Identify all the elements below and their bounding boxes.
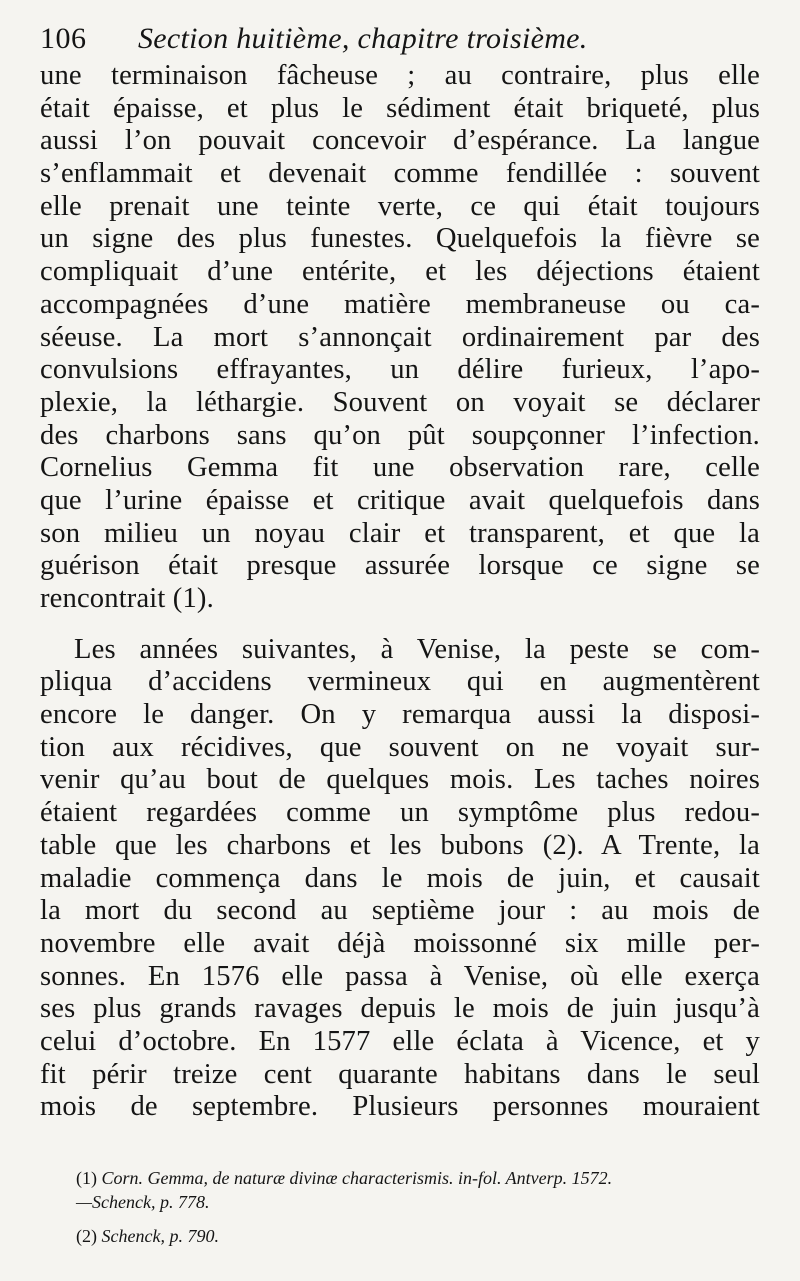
text-line: venir qu’au bout de quelques mois. Les taches noires	[40, 764, 760, 796]
text-line: convulsions effrayantes, un délire furieux, l’apo-	[40, 354, 760, 386]
text-line: sonnes. En 1576 elle passa à Venise, où elle exerça	[40, 960, 760, 992]
text-line: aussi l’on pouvait concevoir d’espérance. La langue	[40, 125, 760, 157]
text-line: novembre elle avait déjà moissonné six mille per-	[40, 927, 760, 959]
text-line: celui d’octobre. En 1577 elle éclata à Vicence, et y	[40, 1025, 760, 1057]
page-number: 106	[40, 22, 87, 55]
text-line: guérison était presque assurée lorsque ce signe se	[40, 550, 760, 582]
footnotes	[76, 1166, 766, 1248]
footnote-spacer	[76, 1214, 766, 1224]
text-line: table que les charbons et les bubons (2). A Trente, la	[40, 829, 760, 861]
text-line: encore le danger. On y remarqua aussi la disposi-	[40, 699, 760, 731]
text-line: mois de septembre. Plusieurs personnes mouraient	[40, 1091, 760, 1123]
text-line: s’enflammait et devenait comme fendillée : souvent	[40, 158, 760, 190]
text-line: compliquait d’une entérite, et les déjections étaient	[40, 256, 760, 288]
paragraph-spacer	[40, 616, 760, 634]
page-header	[40, 18, 760, 58]
running-head: Section huitième, chapitre troisième.	[138, 22, 588, 55]
text-line: une terminaison fâcheuse ; au contraire, plus elle	[40, 60, 760, 91]
footnote-marker: (1)	[76, 1168, 97, 1188]
text-line: Cornelius Gemma fit une observation rare, celle	[40, 452, 760, 484]
text-line: accompagnées d’une matière membraneuse ou ca-	[40, 288, 760, 320]
text-line: un signe des plus funestes. Quelquefois la fièvre se	[40, 223, 760, 255]
text-line: fit périr treize cent quarante habitans dans le seul	[40, 1058, 760, 1090]
footnote-text: Schenck, p. 790.	[101, 1226, 219, 1246]
text-line: des charbons sans qu’on pût soupçonner l’infection.	[40, 419, 760, 451]
text-line: ses plus grands ravages depuis le mois de juin jusqu’à	[40, 993, 760, 1025]
text-line: que l’urine épaisse et critique avait quelquefois dans	[40, 484, 760, 516]
text-line: rencontrait (1).	[40, 583, 214, 614]
text-line: son milieu un noyau clair et transparent, et que la	[40, 517, 760, 549]
text-line: Les années suivantes, à Venise, la peste se com-	[74, 633, 760, 665]
text-line: pliqua d’accidens vermineux qui en augmentèrent	[40, 666, 760, 698]
text-line: séeuse. La mort s’annonçait ordinairement par des	[40, 321, 760, 353]
footnote-1	[76, 1166, 766, 1190]
text-line: étaient regardées comme un symptôme plus redou-	[40, 797, 760, 829]
paragraph-1	[40, 60, 760, 616]
footnote-2	[76, 1224, 766, 1248]
body-text	[40, 60, 760, 1124]
text-line: tion aux récidives, que souvent on ne voyait sur-	[40, 731, 760, 763]
paragraph-2	[40, 634, 760, 1124]
footnote-1-continuation: —Schenck, p. 778.	[76, 1192, 210, 1212]
footnote-text: Corn. Gemma, de naturæ divinæ characterismis. in-fol. Antverp. 1572.	[101, 1168, 613, 1188]
text-line: était épaisse, et plus le sédiment était briqueté, plus	[40, 92, 760, 124]
text-line: la mort du second au septième jour : au mois de	[40, 895, 760, 927]
footnote-marker: (2)	[76, 1226, 97, 1246]
text-line: plexie, la léthargie. Souvent on voyait se déclarer	[40, 386, 760, 418]
text-line: maladie commença dans le mois de juin, et causait	[40, 862, 760, 894]
text-line: elle prenait une teinte verte, ce qui était toujours	[40, 190, 760, 222]
